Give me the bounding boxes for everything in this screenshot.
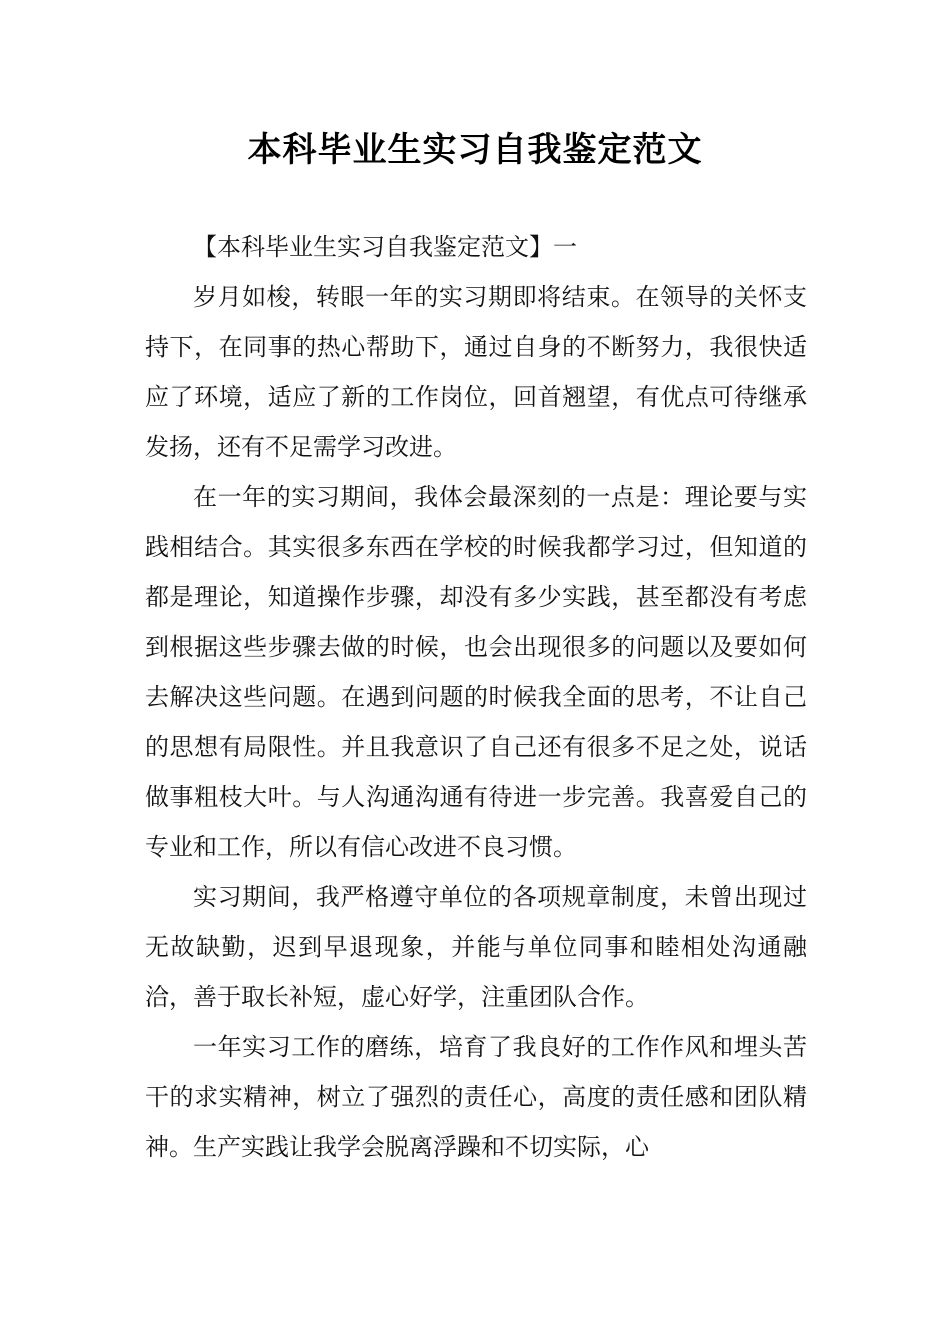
paragraph: 岁月如梭，转眼一年的实习期即将结束。在领导的关怀支持下，在同事的热心帮助下，通过自身的不断努力，我很快适应了环境，适应了新的工作岗位，回首翘望，有优点可待继承发扬，还有不足需学习改进。 — [145, 283, 807, 461]
document-body — [145, 222, 807, 1172]
document-title: 本科毕业生实习自我鉴定范文 — [247, 130, 703, 170]
paragraph: 一年实习工作的磨练，培育了我良好的工作作风和埋头苦干的求实精神，树立了强烈的责任心，高度的责任感和团队精神。生产实践让我学会脱离浮躁和不切实际，心 — [145, 1033, 807, 1161]
paragraph-heading: 【本科毕业生实习自我鉴定范文】一 — [193, 233, 577, 261]
paragraph: 实习期间，我严格遵守单位的各项规章制度，未曾出现过无故缺勤，迟到早退现象，并能与单位同事和睦相处沟通融洽，善于取长补短，虚心好学，注重团队合作。 — [145, 883, 807, 1011]
paragraph: 在一年的实习期间，我体会最深刻的一点是：理论要与实践相结合。其实很多东西在学校的时候我都学习过，但知道的都是理论，知道操作步骤，却没有多少实践，甚至都没有考虑到根据这些步骤去做的时候，也会出现很多的问题以及要如何去解决这些问题。在遇到问题的时候我全面的思考，不让自己的思想有局限性。并且我意识了自己还有很多不足之处，说话做事粗枝大叶。与人沟通沟通有待进一步完善。我喜爱自己的专业和工作，所以有信心改进不良习惯。 — [145, 483, 807, 861]
